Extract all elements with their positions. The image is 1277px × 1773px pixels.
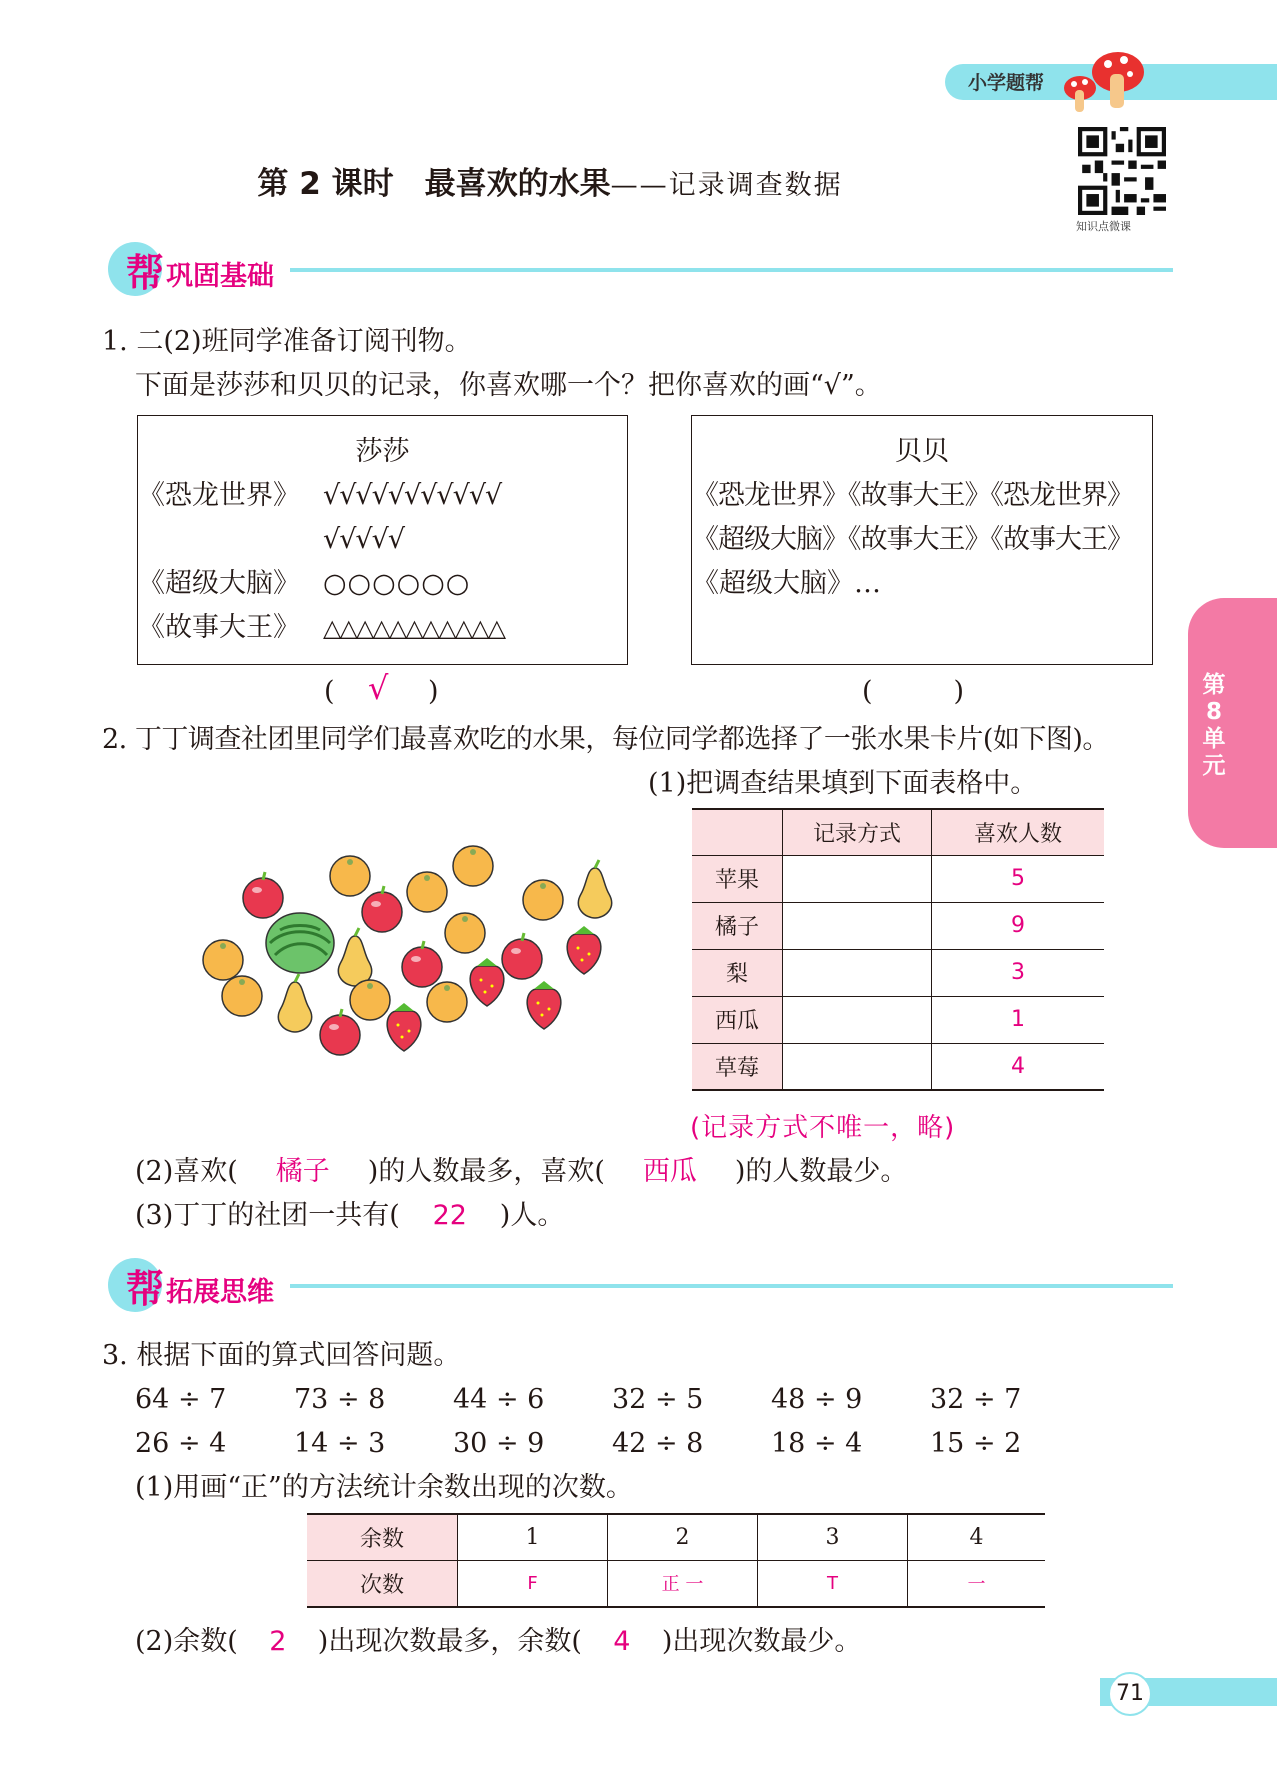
division-expression: 44 ÷ 6 (453, 1384, 545, 1415)
section-banner-extend (108, 1254, 1173, 1314)
q2-sub3-b: )人。 (499, 1200, 565, 1231)
title-sub: ——记录调查数据 (610, 170, 843, 201)
sha-marks-0: √√√√√√√√√√√ (323, 480, 502, 511)
tally-cell[interactable]: F (458, 1560, 608, 1607)
division-expression: 42 ÷ 8 (612, 1428, 704, 1459)
q1-line1: 1. 二(2)班同学准备订阅刊物。 (102, 326, 472, 357)
division-expression: 32 ÷ 5 (612, 1384, 704, 1415)
division-expression: 73 ÷ 8 (294, 1384, 386, 1415)
mushroom-icon (1060, 44, 1150, 116)
q1-line2: 下面是莎莎和贝贝的记录，你喜欢哪一个？把你喜欢的画“√”。 (135, 370, 882, 401)
fruit-label: 苹果 (692, 855, 783, 902)
record-cell[interactable] (783, 949, 932, 996)
q2-line1: 2. 丁丁调查社团里同学们最喜欢吃的水果，每位同学都选择了一张水果卡片(如下图)。 (102, 724, 1109, 755)
q3-line1: 3. 根据下面的算式回答问题。 (102, 1340, 461, 1371)
q2-sub2-c: )的人数最少。 (734, 1156, 908, 1187)
title-main: 第 2 课时 最喜欢的水果 (257, 166, 611, 202)
q2-sub2 (135, 1152, 907, 1192)
remainder-cell: 1 (458, 1514, 608, 1560)
record-cell[interactable] (783, 996, 932, 1043)
fruit-cards-illustration (195, 840, 625, 1065)
q3-expr-row-0 (135, 1380, 1050, 1420)
qr-code-icon[interactable] (1078, 127, 1166, 215)
q3-sub1: (1)用画“正”的方法统计余数出现的次数。 (135, 1472, 633, 1503)
sha-label-3: 《故事大王》 (138, 612, 300, 643)
remainder-tally-table (307, 1513, 1045, 1608)
sha-label-2: 《超级大脑》 (138, 568, 300, 599)
banner-label: 巩固基础 (166, 261, 274, 292)
division-expression: 18 ÷ 4 (771, 1428, 863, 1459)
division-expression: 14 ÷ 3 (294, 1428, 386, 1459)
division-expression: 32 ÷ 7 (930, 1384, 1022, 1415)
record-cell[interactable] (783, 1043, 932, 1090)
division-expression: 15 ÷ 2 (930, 1428, 1022, 1459)
q1-choice-left-close: ) (428, 676, 439, 707)
brand-name: 小学题帮 (968, 72, 1045, 94)
q3-sub2-a: (2)余数( (135, 1626, 238, 1657)
bei-name: 贝贝 (895, 436, 949, 467)
tally-cell[interactable]: 一 (908, 1560, 1046, 1607)
bei-row-0: 《恐龙世界》《故事大王》《恐龙世界》 (692, 480, 1133, 511)
division-expression: 30 ÷ 9 (453, 1428, 545, 1459)
sha-record-box (137, 415, 628, 665)
count-cell: 5 (932, 855, 1105, 902)
remainder-cell: 4 (908, 1514, 1046, 1560)
fruit-label: 西瓜 (692, 996, 783, 1043)
banner-bang: 帮 (126, 1267, 165, 1311)
remainder-cell: 2 (608, 1514, 758, 1560)
tally-cell[interactable]: 正 一 (608, 1560, 758, 1607)
qr-caption: 知识点微课 (1076, 220, 1131, 233)
header-blank (692, 809, 783, 855)
division-expression: 64 ÷ 7 (135, 1384, 227, 1415)
banner-line (290, 1284, 1173, 1288)
sha-marks-3: △△△△△△△△△△△ (323, 614, 505, 642)
banner-label: 拓展思维 (166, 1277, 274, 1308)
bei-row-1: 《超级大脑》《故事大王》《故事大王》 (692, 524, 1133, 555)
sha-marks-1: √√√√√ (323, 524, 405, 555)
sha-name: 莎莎 (355, 436, 410, 467)
bei-row-2: 《超级大脑》… (692, 568, 881, 599)
banner-line (290, 268, 1173, 272)
page-number: 71 (1108, 1672, 1152, 1716)
lesson-title (0, 158, 1100, 203)
fruit-survey-table (692, 808, 1104, 1091)
q2-sub2-answer1[interactable]: 橘子 (275, 1156, 330, 1187)
fruit-label: 草莓 (692, 1043, 783, 1090)
row-label-remainder: 余数 (307, 1514, 458, 1560)
banner-bang: 帮 (126, 251, 165, 295)
remainder-cell: 3 (758, 1514, 908, 1560)
tally-cell[interactable]: T (758, 1560, 908, 1607)
q3-sub2-answer2[interactable]: 4 (613, 1626, 631, 1657)
record-cell[interactable] (783, 902, 932, 949)
division-expression: 48 ÷ 9 (771, 1384, 863, 1415)
q2-sub1: (1)把调查结果填到下面表格中。 (648, 768, 1038, 799)
section-banner-basic (108, 238, 1173, 298)
header-record-method: 记录方式 (783, 809, 932, 855)
count-cell: 9 (932, 902, 1105, 949)
q2-sub2-answer2[interactable]: 西瓜 (642, 1156, 697, 1187)
count-cell: 4 (932, 1043, 1105, 1090)
q3-sub2 (135, 1622, 861, 1662)
q2-sub2-a: (2)喜欢( (135, 1156, 238, 1187)
q2-sub3 (135, 1196, 564, 1236)
q2-sub3-answer[interactable]: 22 (432, 1200, 467, 1231)
q1-choice-right[interactable]: ( ) (862, 676, 965, 707)
division-expression: 26 ÷ 4 (135, 1428, 227, 1459)
q3-sub2-c: )出现次数最少。 (661, 1626, 862, 1657)
count-cell: 3 (932, 949, 1105, 996)
q3-sub2-answer1[interactable]: 2 (269, 1626, 287, 1657)
q2-sub2-b: )的人数最多，喜欢( (367, 1156, 605, 1187)
sha-label-0: 《恐龙世界》 (138, 480, 300, 511)
unit-side-tab-label: 第8单元 (1202, 672, 1226, 779)
q2-note: (记录方式不唯一，略) (690, 1113, 956, 1143)
q3-sub2-b: )出现次数最多，余数( (317, 1626, 582, 1657)
fruit-label: 橘子 (692, 902, 783, 949)
fruit-label: 梨 (692, 949, 783, 996)
row-label-count: 次数 (307, 1560, 458, 1607)
q2-sub3-a: (3)丁丁的社团一共有( (135, 1200, 400, 1231)
q1-choice-left-answer: √ (368, 669, 389, 707)
sha-marks-2: ○○○○○○ (323, 568, 471, 599)
count-cell: 1 (932, 996, 1105, 1043)
bei-record-box (691, 415, 1153, 665)
q3-expr-row-1 (135, 1424, 1050, 1464)
header-count: 喜欢人数 (932, 809, 1105, 855)
q1-choice-left-open: ( (324, 676, 335, 707)
record-cell[interactable] (783, 855, 932, 902)
